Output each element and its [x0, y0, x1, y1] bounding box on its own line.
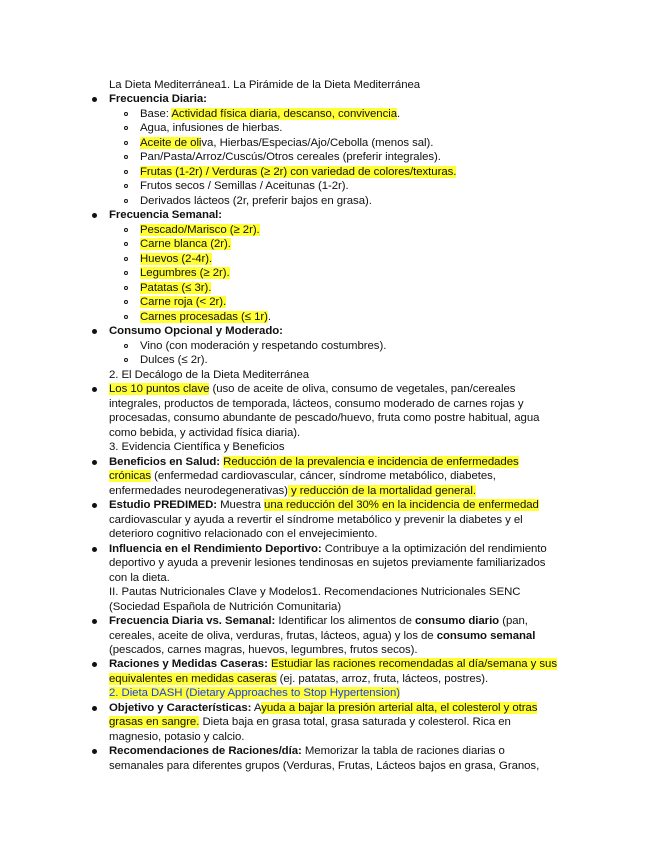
- paragraph-line: integrales, productos de temporada, lácteos, consumo moderado de carnes rojas y: [109, 398, 524, 410]
- circle-bullet-icon: [124, 184, 128, 188]
- paragraph-line: Influencia en el Rendimiento Deportivo: Contribuye a la optimización del rendimiento: [109, 543, 547, 555]
- list-item: Vino (con moderación y respetando costumbres).: [140, 340, 387, 352]
- circle-bullet-icon: [124, 170, 128, 174]
- paragraph-line: Estudio PREDIMED: Muestra una reducción del 30% en la incidencia de enfermedad: [109, 499, 539, 511]
- paragraph-line: procesadas, consumo abundante de pescado/huevo, fruta como postre habitual, agua: [109, 412, 540, 424]
- paragraph-line: Los 10 puntos clave (uso de aceite de oliva, consumo de vegetales, pan/cereales: [109, 383, 516, 395]
- list-item: Frutas (1-2r) / Verduras (≥ 2r) con variedad de colores/texturas.: [140, 166, 457, 178]
- circle-bullet-icon: [124, 155, 128, 159]
- list-item: Dulces (≤ 2r).: [140, 354, 208, 366]
- circle-bullet-icon: [124, 228, 128, 232]
- paragraph-line: crónicas (enfermedad cardiovascular, cáncer, síndrome metabólico, diabetes,: [109, 470, 496, 482]
- list-item: Carne blanca (2r).: [140, 238, 231, 250]
- circle-bullet-icon: [124, 271, 128, 275]
- paragraph-line: como bebida, y actividad física diaria).: [109, 427, 301, 439]
- circle-bullet-icon: [124, 141, 128, 145]
- section-title-evidencia: 3. Evidencia Científica y Beneficios: [109, 441, 285, 453]
- section-title-pautas: II. Pautas Nutricionales Clave y Modelos1. Recomendaciones Nutricionales SENC: [109, 586, 521, 598]
- list-item: Frutos secos / Semillas / Aceitunas (1-2r).: [140, 180, 349, 192]
- bullet-icon: [92, 706, 97, 711]
- bullet-icon: [92, 503, 97, 508]
- paragraph-line: deportivo y ayuda a prevenir lesiones tendinosas en sujetos previamente familiarizados: [109, 557, 546, 569]
- paragraph-line: enfermedades neurodegenerativas) y reducción de la mortalidad general.: [109, 485, 476, 497]
- paragraph-line: cardiovascular y ayuda a revertir el síndrome metabólico y prevenir la diabetes y el: [109, 514, 523, 526]
- bullet-icon: [92, 460, 97, 465]
- circle-bullet-icon: [124, 112, 128, 116]
- paragraph-line: (pescados, carnes magras, huevos, legumbres, frutos secos).: [109, 644, 418, 656]
- bullet-icon: [92, 213, 97, 218]
- list-item: Pescado/Marisco (≥ 2r).: [140, 224, 260, 236]
- paragraph-line: cereales, aceite de oliva, verduras, frutas, lácteos, agua) y los de consumo semanal: [109, 630, 536, 642]
- list-item: Carnes procesadas (≤ 1r).: [140, 311, 271, 323]
- section-title-dash: 2. Dieta DASH (Dietary Approaches to Stop Hypertension): [109, 687, 401, 699]
- list-item: Huevos (2-4r).: [140, 253, 213, 265]
- section-subtitle-senc: (Sociedad Española de Nutrición Comunitaria): [109, 601, 342, 613]
- bullet-icon: [92, 662, 97, 667]
- bullet-icon: [92, 97, 97, 102]
- paragraph-line: deterioro cognitivo relacionado con el envejecimiento.: [109, 528, 378, 540]
- paragraph-line: Recomendaciones de Raciones/día: Memorizar la tabla de raciones diarias o: [109, 745, 505, 757]
- circle-bullet-icon: [124, 315, 128, 319]
- paragraph-line: equivalentes en medidas caseras (ej. patatas, arroz, fruta, lácteos, postres).: [109, 673, 489, 685]
- paragraph-line: Raciones y Medidas Caseras: Estudiar las raciones recomendadas al día/semana y sus: [109, 658, 557, 670]
- paragraph-line: magnesio, potasio y calcio.: [109, 731, 245, 743]
- circle-bullet-icon: [124, 358, 128, 362]
- list-item: Derivados lácteos (2r, preferir bajos en grasa).: [140, 195, 372, 207]
- section-heading-frecuencia-diaria: Frecuencia Diaria:: [109, 93, 207, 105]
- bullet-icon: [92, 749, 97, 754]
- section-title-decalogo: 2. El Decálogo de la Dieta Mediterránea: [109, 369, 310, 381]
- paragraph-line: Beneficios en Salud: Reducción de la prevalencia e incidencia de enfermedades: [109, 456, 519, 468]
- list-item: Base: Actividad física diaria, descanso, convivencia.: [140, 108, 401, 120]
- paragraph-line: grasas en sangre. Dieta baja en grasa total, grasa saturada y colesterol. Rica en: [109, 716, 511, 728]
- list-item: Patatas (≤ 3r).: [140, 282, 212, 294]
- bullet-icon: [92, 547, 97, 552]
- list-item: Agua, infusiones de hierbas.: [140, 122, 283, 134]
- paragraph-line: Objetivo y Características: Ayuda a bajar la presión arterial alta, el colesterol y otras: [109, 702, 538, 714]
- circle-bullet-icon: [124, 286, 128, 290]
- paragraph-line: semanales para diferentes grupos (Verduras, Frutas, Lácteos bajos en grasa, Granos,: [109, 760, 540, 772]
- bullet-icon: [92, 619, 97, 624]
- circle-bullet-icon: [124, 126, 128, 130]
- document-title: La Dieta Mediterránea1. La Pirámide de la Dieta Mediterránea: [109, 79, 421, 91]
- circle-bullet-icon: [124, 199, 128, 203]
- list-item: Pan/Pasta/Arroz/Cuscús/Otros cereales (preferir integrales).: [140, 151, 441, 163]
- paragraph-line: con la dieta.: [109, 572, 170, 584]
- bullet-icon: [92, 387, 97, 392]
- list-item: Legumbres (≥ 2r).: [140, 267, 230, 279]
- list-item: Aceite de oliva, Hierbas/Especias/Ajo/Cebolla (menos sal).: [140, 137, 434, 149]
- circle-bullet-icon: [124, 300, 128, 304]
- paragraph-line: Frecuencia Diaria vs. Semanal: Identificar los alimentos de consumo diario (pan,: [109, 615, 528, 627]
- section-heading-frecuencia-semanal: Frecuencia Semanal:: [109, 209, 223, 221]
- circle-bullet-icon: [124, 257, 128, 261]
- circle-bullet-icon: [124, 242, 128, 246]
- section-heading-consumo-opcional: Consumo Opcional y Moderado:: [109, 325, 283, 337]
- list-item: Carne roja (< 2r).: [140, 296, 227, 308]
- circle-bullet-icon: [124, 344, 128, 348]
- bullet-icon: [92, 329, 97, 334]
